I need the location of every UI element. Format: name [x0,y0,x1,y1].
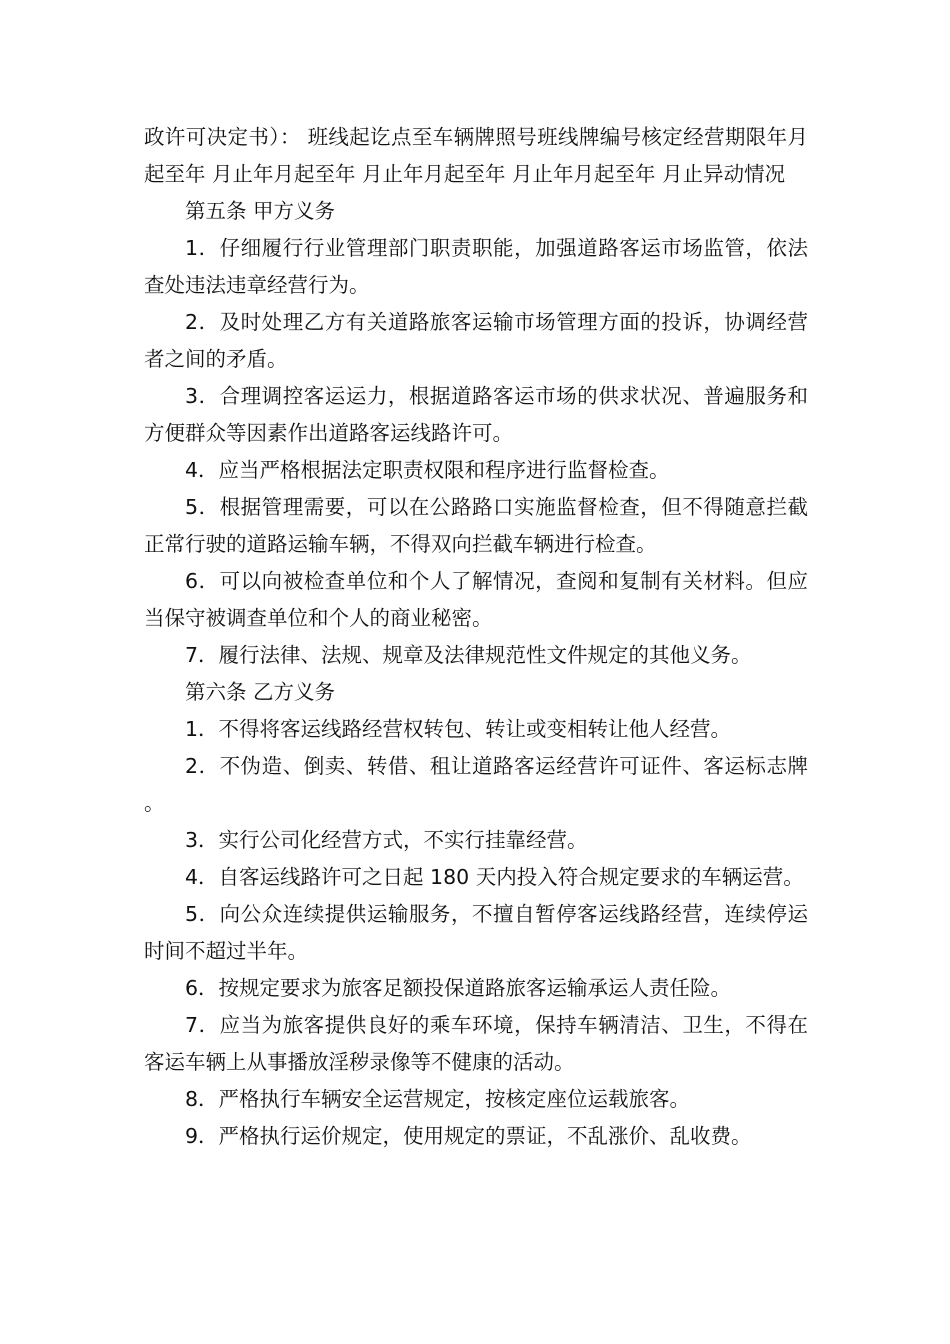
list-item: 2．不伪造、倒卖、转借、租让道路客运经营许可证件、客运标志牌。 [144,754,808,815]
list-item: 8．严格执行车辆安全运营规定，按核定座位运载旅客。 [185,1087,691,1111]
heading-article-5: 第五条 甲方义务 [185,199,336,223]
list-item: 9．严格执行运价规定，使用规定的票证，不乱涨价、乱收费。 [185,1124,752,1148]
list-item: 3．合理调控客运运力，根据道路客运市场的供求状况、普遍服务和方便群众等因素作出道路客运线路许可。 [144,384,808,445]
list-item: 5．向公众连续提供运输服务，不擅自暂停客运线路经营，连续停运时间不超过半年。 [144,902,808,963]
list-item: 4．应当严格根据法定职责权限和程序进行监督检查。 [185,458,670,482]
list-item: 6．可以向被检查单位和个人了解情况，查阅和复制有关材料。但应当保守被调查单位和个人的商业秘密。 [144,569,808,630]
list-item: 7．应当为旅客提供良好的乘车环境，保持车辆清洁、卫生，不得在客运车辆上从事播放淫秽录像等不健康的活动。 [144,1013,808,1074]
paragraph-permit-continuation: 政许可决定书）： 班线起讫点至车辆牌照号班线牌编号核定经营期限年月起至年 月止年月起至年 月止年月起至年 月止年月起至年 月止异动情况 [144,125,808,186]
list-item: 5．根据管理需要，可以在公路路口实施监督检查，但不得随意拦截正常行驶的道路运输车辆，不得双向拦截车辆进行检查。 [144,495,808,556]
list-item: 1．仔细履行行业管理部门职责职能，加强道路客运市场监管，依法查处违法违章经营行为。 [144,236,808,297]
list-item: 2．及时处理乙方有关道路旅客运输市场管理方面的投诉，协调经营者之间的矛盾。 [144,310,808,371]
list-item: 7．履行法律、法规、规章及法律规范性文件规定的其他义务。 [185,643,752,667]
heading-article-6: 第六条 乙方义务 [185,680,336,704]
list-item: 4．自客运线路许可之日起 180 天内投入符合规定要求的车辆运营。 [185,865,804,889]
list-item: 3．实行公司化经营方式，不实行挂靠经营。 [185,828,588,852]
document-body [144,119,808,1155]
list-item: 1．不得将客运线路经营权转包、转让或变相转让他人经营。 [185,717,732,741]
list-item: 6．按规定要求为旅客足额投保道路旅客运输承运人责任险。 [185,976,732,1000]
